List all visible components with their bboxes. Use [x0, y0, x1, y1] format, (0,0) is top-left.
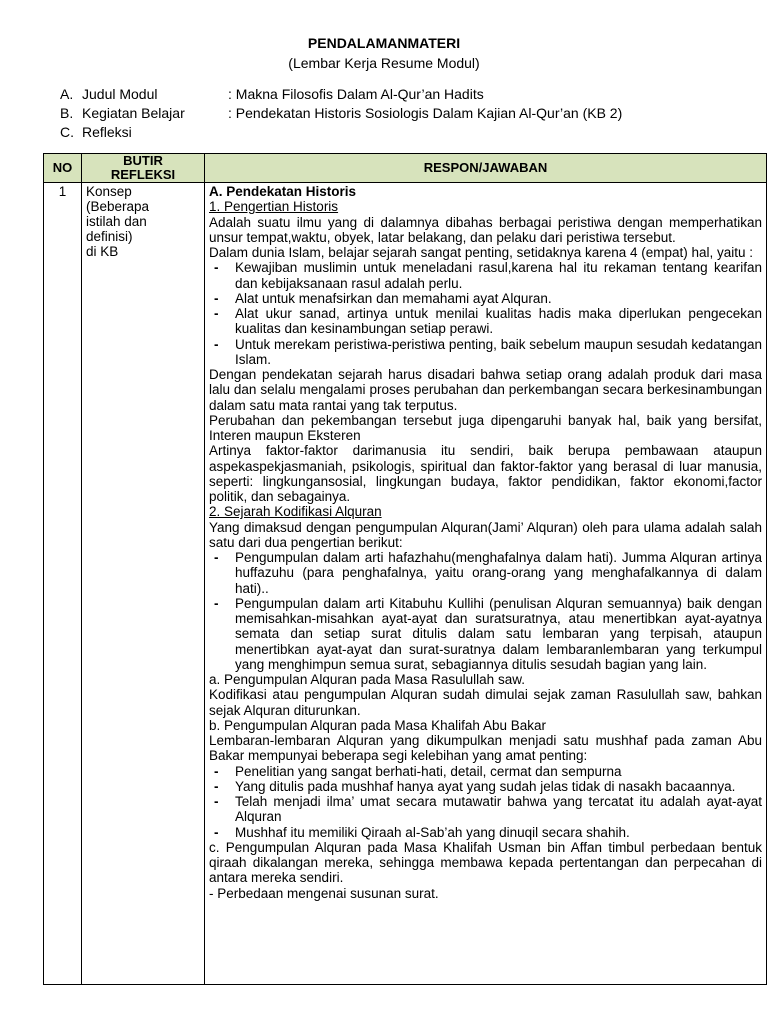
list-item: - Pengumpulan dalam arti hafazhahu(menghafalnya dalam hati). Jumma Alquran artinya huffazuhu (para penghafalnya, yaitu orang-orang yang menghafalkannya di dalam hati).. — [209, 550, 762, 596]
paragraph: Kodifikasi atau pengumpulan Alquran sudah dimulai sejak zaman Rasulullah saw, bahkan sejak Alquran diturunkan. — [209, 687, 762, 718]
list-item: - Alat untuk menafsirkan dan memahami ayat Alquran. — [209, 291, 762, 306]
list-item: - Penelitian yang sangat berhati-hati, detail, cermat dan sempurna — [209, 764, 762, 779]
header-no: NO — [44, 154, 82, 183]
paragraph: - Perbedaan mengenai susunan surat. — [209, 885, 439, 901]
page-subtitle: (Lembar Kerja Resume Modul) — [288, 55, 480, 71]
bullet-list — [209, 764, 762, 840]
subheading-kodifikasi: 2. Sejarah Kodifikasi Alquran — [209, 504, 382, 520]
paragraph: Perubahan dan pekembangan tersebut juga dipengaruhi banyak hal, baik yang bersifat, Interen maupun Eksteren — [209, 412, 762, 443]
table-header-row — [44, 154, 767, 183]
list-item: - Pengumpulan dalam arti Kitabuhu Kullihi (penulisan Alquran semuannya) baik dengan memisahkan-misahkan ayat-ayat dan suratsuratnya, atau menertibkan ayat-ayatnya semata dan setiap surat ditulis dalam satu lembaran yang terpisah, ataupun menertibkan ayat-ayat dan surat-suratnya dalam lembaranlembaran yang terkumpul yang menghimpun semua surat, sebagiannya ditulis sesudah bagian yang lain. — [209, 596, 762, 672]
list-item: - Telah menjadi ilma’ umat secara mutawatir bahwa yang tercatat itu adalah ayat-ayat Alquran — [209, 794, 762, 825]
list-item: - Kewajiban muslimin untuk meneladani rasul,karena hal itu rekaman tentang kearifan dan kebijaksanaan rasul adalah perlu. — [209, 260, 762, 291]
paragraph: c. Pengumpulan Alquran pada Masa Khalifah Usman bin Affan timbul perbedaan bentuk qiraah dikalangan mereka, sehingga membawa kepada pertentangan dan perpecahan di antara mereka sendiri. — [209, 839, 762, 886]
subheading-pengertian: 1. Pengertian Historis — [209, 199, 339, 215]
list-item: - Mushhaf itu memiliki Qiraah al-Sab’ah yang dinuqil secara shahih. — [209, 825, 762, 840]
meta-value: : Pendekatan Historis Sosiologis Dalam Kajian Al-Qur’an (KB 2) — [228, 105, 623, 121]
paragraph: Adalah suatu ilmu yang di dalamnya dibahas berbagai peristiwa dengan memperhatikan unsur tempat,waktu, obyek, latar belakang, dan pelaku dari peristiwa tersebut. — [209, 214, 762, 245]
paragraph: Lembaran-lembaran Alquran yang dikumpulkan menjadi satu mushhaf pada zaman Abu Bakar mempunyai beberapa segi kelebihan yang amat penting: — [209, 733, 762, 764]
respon-cell — [205, 183, 767, 985]
meta-value: : Makna Filosofis Dalam Al-Qur’an Hadits — [228, 86, 484, 102]
meta-letter: A. — [60, 86, 74, 102]
meta-row-refleksi — [60, 123, 622, 142]
paragraph: Dengan pendekatan sejarah harus disadari bahwa setiap orang adalah produk dari masa lalu dan selalu mengalami proses perubahan dan perkembangan secara berkesinambungan dalam satu mata rantai yang tak terputus. — [209, 367, 762, 413]
table-row — [44, 183, 767, 985]
row-number: 1 — [44, 183, 82, 985]
meta-row-judul — [60, 85, 622, 104]
module-info — [60, 85, 622, 142]
list-item: - Untuk merekam peristiwa-peristiwa penting, baik sebelum maupun sesudah kedatangan Islam. — [209, 337, 762, 368]
meta-label: Judul Modul — [82, 86, 158, 102]
header-respon: RESPON/JAWABAN — [205, 154, 767, 183]
paragraph: Yang dimaksud dengan pengumpulan Alquran(Jami’ Alquran) oleh para ulama adalah salah satu dari dua pengertian berikut: — [209, 519, 762, 550]
paragraph: b. Pengumpulan Alquran pada Masa Khalifah Abu Bakar — [209, 717, 546, 733]
page-title: PENDALAMANMATERI — [307, 35, 461, 51]
header-butir: BUTIR REFLEKSI — [82, 154, 205, 183]
meta-row-kegiatan — [60, 104, 622, 123]
butir-cell: Konsep (Beberapa istilah dan definisi) di KB — [82, 183, 205, 985]
list-item: - Yang ditulis pada mushhaf hanya ayat yang sudah jelas tidak di nasakh bacaannya. — [209, 779, 762, 794]
list-item: - Alat ukur sanad, artinya untuk menilai kualitas hadis maka diperlukan pengecekan kualitas dan kesinambungan setiap perawi. — [209, 306, 762, 337]
meta-label: Refleksi — [82, 124, 132, 140]
paragraph: a. Pengumpulan Alquran pada Masa Rasulullah saw. — [209, 672, 525, 687]
paragraph: Dalam dunia Islam, belajar sejarah sangat penting, setidaknya karena 4 (empat) hal, yaitu : — [209, 245, 754, 260]
meta-letter: C. — [60, 124, 74, 140]
reflection-table — [43, 153, 767, 985]
meta-letter: B. — [60, 105, 74, 121]
bullet-list — [209, 260, 762, 367]
paragraph: Artinya faktor-faktor darimanusia itu sendiri, baik berupa pembawaan ataupun aspekaspekjasmaniah, psikologis, spiritual dan faktor-faktor yang berasal di luar manusia, seperti: lingkungansosial, lingkungan budaya, faktor pendidikan, faktor ekonomi,factor politik, dan sebagainya. — [209, 443, 762, 504]
meta-label: Kegiatan Belajar — [82, 105, 185, 121]
bullet-list — [209, 550, 762, 672]
section-heading: A. Pendekatan Historis — [209, 184, 357, 199]
